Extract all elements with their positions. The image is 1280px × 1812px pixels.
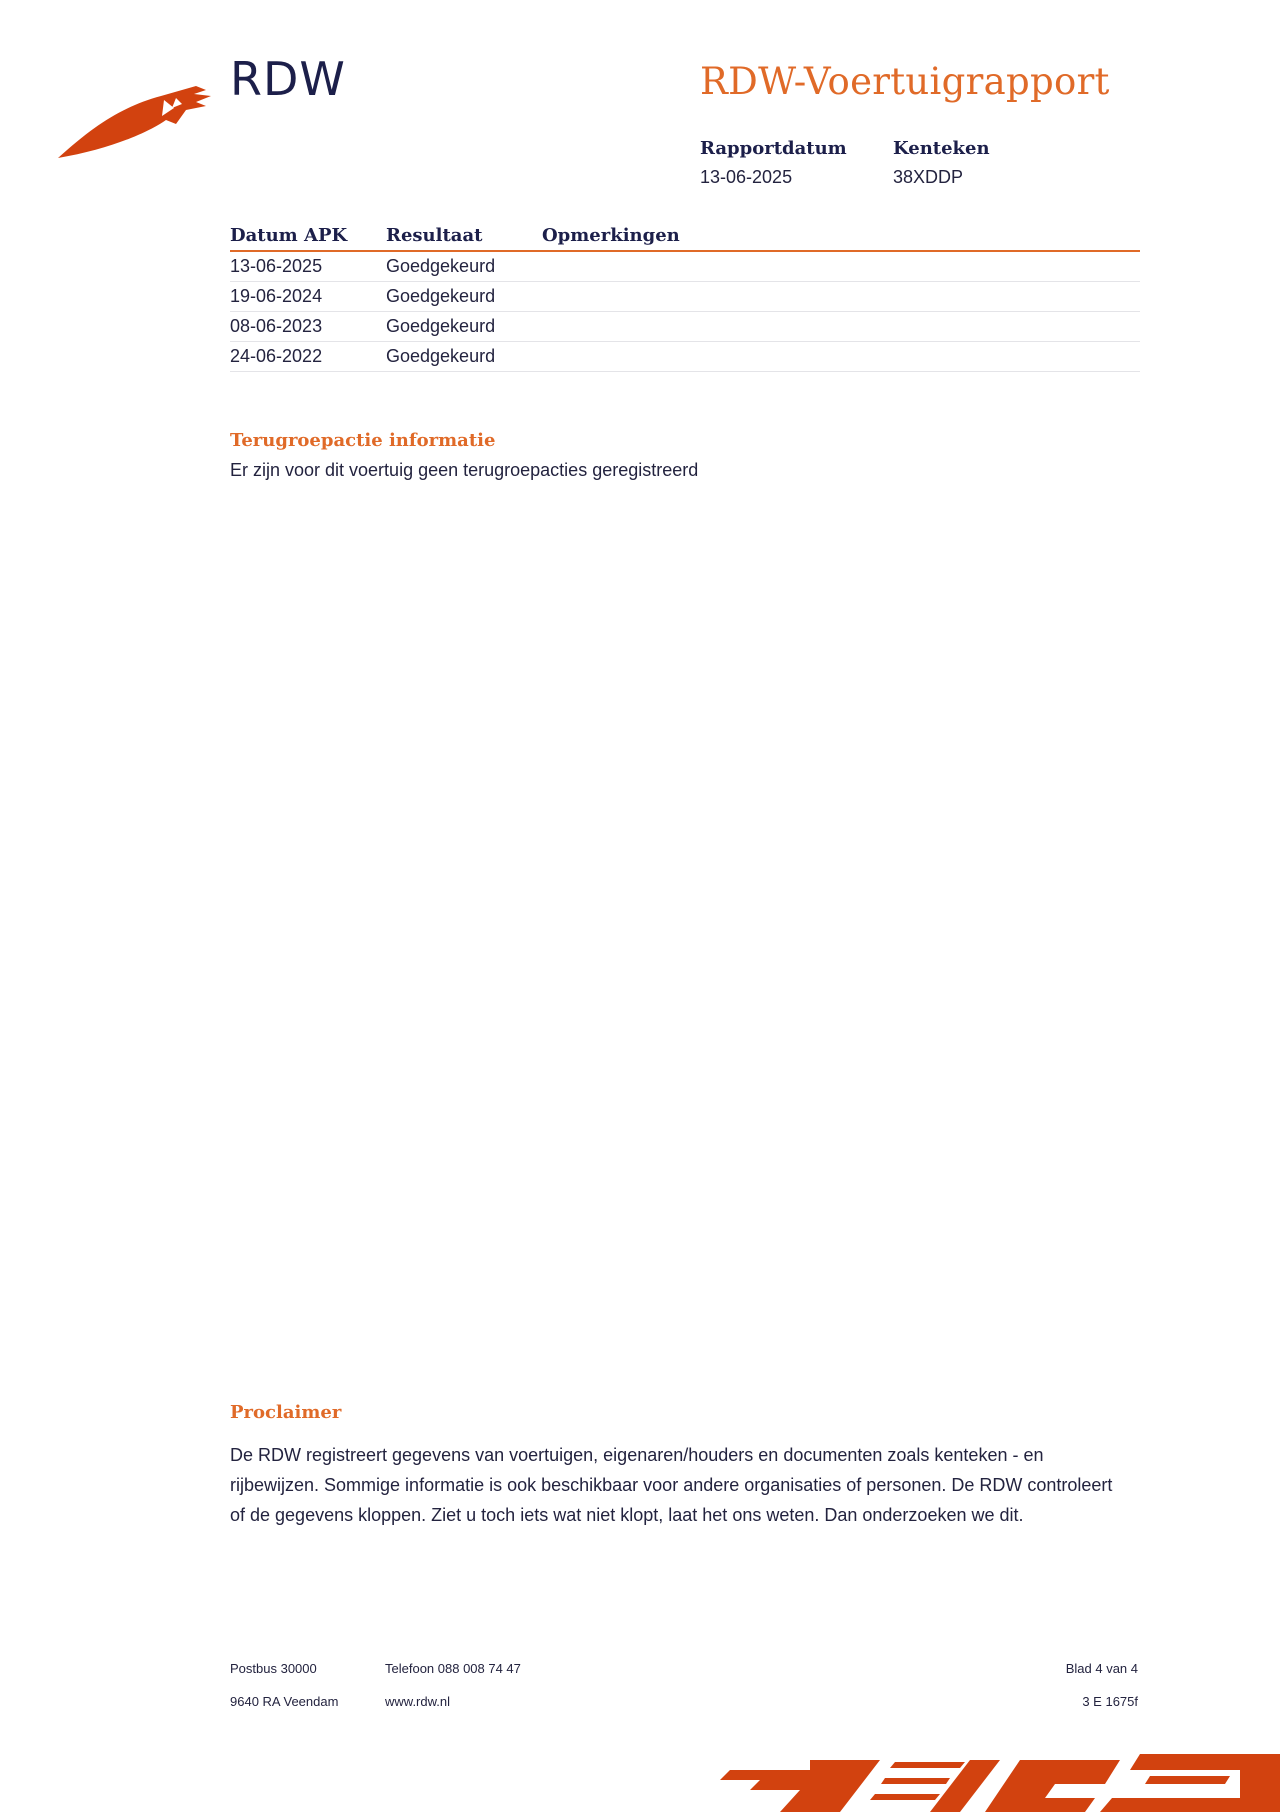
table-row	[230, 342, 1140, 372]
road-stripes-graphic	[720, 1740, 1280, 1812]
recall-heading: Terugroepactie informatie	[230, 430, 496, 451]
apk-table	[230, 222, 1140, 372]
apk-remarks-cell	[542, 342, 1140, 372]
apk-remarks-cell	[542, 312, 1140, 342]
apk-date-cell: 19-06-2024	[230, 282, 386, 312]
proclaimer-heading: Proclaimer	[230, 1402, 342, 1423]
apk-remarks-cell	[542, 282, 1140, 312]
apk-result-cell: Goedgekeurd	[386, 312, 542, 342]
table-row	[230, 312, 1140, 342]
apk-result-cell: Goedgekeurd	[386, 251, 542, 282]
report-date-label: Rapportdatum	[700, 138, 847, 159]
apk-table-header-row	[230, 222, 1140, 251]
apk-date-cell: 24-06-2022	[230, 342, 386, 372]
footer-phone: Telefoon 088 008 74 47	[385, 1661, 521, 1676]
plate-value: 38XDDP	[893, 167, 964, 187]
footer-website[interactable]: www.rdw.nl	[385, 1694, 451, 1709]
proclaimer-text: De RDW registreert gegevens van voertuigen, eigenaren/houders en documenten zoals kenteken - en rijbewijzen. Sommige informatie is ook beschikbaar voor andere organisaties of personen. De RDW controleert of de gegevens kloppen. Ziet u toch iets wat niet klopt, laat het ons weten. Dan onderzoeken we dit.	[230, 1445, 1113, 1525]
column-header-date: Datum APK	[230, 222, 386, 251]
logo-text: RDW	[230, 52, 346, 106]
footer-code: 3 E 1675f	[1082, 1694, 1138, 1709]
footer-city: 9640 RA Veendam	[230, 1694, 339, 1709]
column-header-result: Resultaat	[386, 222, 542, 251]
table-row	[230, 251, 1140, 282]
apk-result-cell: Goedgekeurd	[386, 282, 542, 312]
footer-page-number: Blad 4 van 4	[1065, 1661, 1138, 1676]
table-row	[230, 282, 1140, 312]
apk-date-cell: 13-06-2025	[230, 251, 386, 282]
apk-result-cell: Goedgekeurd	[386, 342, 542, 372]
footer-postbus: Postbus 30000	[230, 1661, 317, 1676]
apk-date-cell: 08-06-2023	[230, 312, 386, 342]
column-header-remarks: Opmerkingen	[542, 222, 1140, 251]
rdw-logo-icon	[56, 78, 216, 164]
report-title: RDW-Voertuigrapport	[700, 60, 1110, 103]
recall-text: Er zijn voor dit voertuig geen terugroepacties geregistreerd	[230, 460, 699, 480]
plate-label: Kenteken	[893, 138, 990, 159]
report-date-value: 13-06-2025	[700, 167, 793, 187]
apk-remarks-cell	[542, 251, 1140, 282]
